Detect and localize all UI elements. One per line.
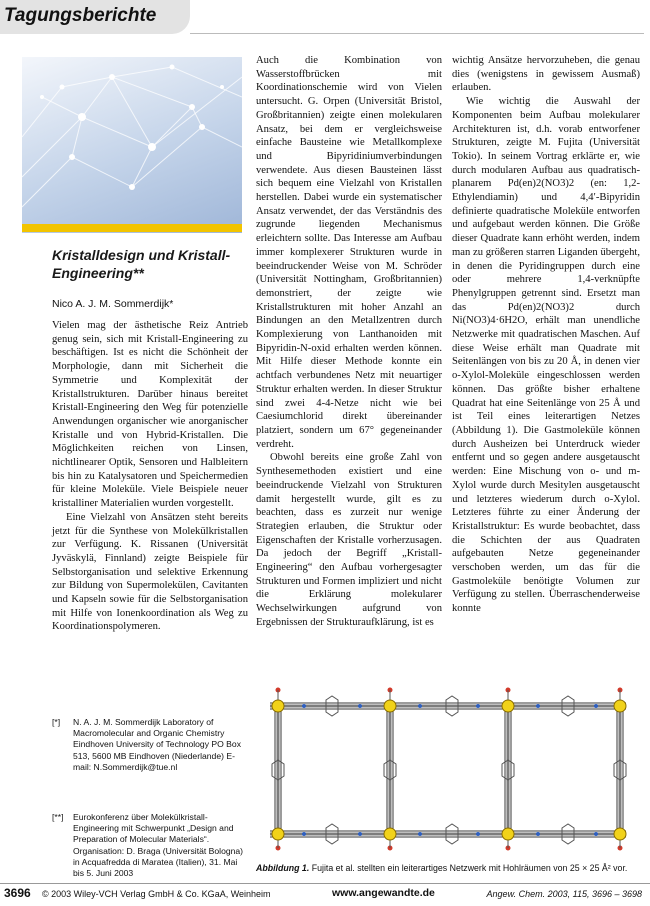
- figure-caption: [256, 863, 640, 874]
- figure-caption-text: Fujita et al. stellten ein leiterartiges Netzwerk mit Hohlräumen von 25 × 25 Å² vor.: [311, 863, 628, 873]
- header-rule: [190, 33, 644, 34]
- text-column-2: [256, 54, 442, 630]
- figure-ladder-network: [256, 676, 640, 856]
- article-author: Nico A. J. M. Sommerdijk*: [52, 298, 174, 310]
- page-header: [0, 0, 650, 40]
- footnote-mark: [**]: [52, 812, 64, 822]
- paragraph: Vielen mag der ästhetische Reiz Antrieb genug sein, sich mit Kristall-Engineering zu beschäftigen. Ist es nicht die Schönheit der Morphologie, dann mit Sicherheit die Symmetrie und Komplexität der Kristallstrukturen. Darüber hinaus bereitet Kristall-Engineering den Weg für potenzielle Anwendungen organischer wie anorganischer Kristalle und von Hybrid-Kristallen. Die Möglichkeiten reichen von Linsen, nichtlinearer Optik, Sensoren und Halbleitern bis hin zu Katalysatoren und Speichermedien für kleine Moleküle. Viele Beispiele neuer kristalliner Materialien wurden vorgestellt.: [52, 320, 248, 510]
- text-column-3: [452, 54, 640, 616]
- paragraph: Wie wichtig die Auswahl der Komponenten beim Aufbau molekularer Architekturen ist, d.h. vorab entworfener Strukturen, zeigte M. Fujita (Universität Tokio). In seinem Vortrag erklärte er, wie durch modularen Aufbau aus quadratisch-planarem Pd(en)2(NO3)2 (en: 1,2-Ethylendiamin) und 4,4′-Bipyridin definierte quadratische Moleküle entworfen und aufgebaut werden können. Die Größe dieser Quadrate kann erhöht werden, indem man zu größeren starren Liganden übergeht, in denen die Pyridingruppen durch eine oder mehrere 1,4-verknüpfte Phenylgruppen getrennt sind. Ersetzt man das Pd(en)2(NO3)2 durch Ni(NO3)4·6H2O, erhält man unendliche Netzwerke mit quadratischen Maschen. Auf diese Weise erhält man Quadrate mit Seitenlängen von bis zu 20 Å, in denen vier o-Xylol-Moleküle eingeschlossen werden können. Das größte bisher erhaltene Quadrat hat eine Seitenlänge von 25 Å und ist Teil eines leiterartigen Netzes (Abbildung 1). Die Gastmoleküle können durch Ausheizen bei Unterdruck wieder entfernt und so gegen andere ausgetauscht werden: Eine Mischung von o- und m-Xylol wurde durch Mesitylen ausgetauscht und letzteres wiederum durch o-Xylol. Letzteres führte zu einer Änderung der Kristallstruktur: Es wurde beobachtet, dass die Schichten der aus Quadraten aufgebauten Netze gegeneinander verschoben werden, um das für die Gastmoleküle benötigte Volumen zur Verfügung zu stellen. Überraschenderweise konnte: [452, 96, 640, 615]
- paragraph: Obwohl bereits eine große Zahl von Synthesemethoden existiert und eine beeindruckende Vielzahl von Strukturen damit hergestellt wurde, gilt es zu beachten, dass es zurzeit nur wenige Strategien erlauben, die Struktur oder Eigenschaften der Kristalle vorherzusagen. Da jedoch der Begriff „Kristall-Engineering“ den Aufbau vorhergesagter Strukturen und Formen impliziert und nicht die Erklärung molekularer Wechselwirkungen aufgrund von Ergebnissen der Strukturaufklärung, ist es: [256, 452, 442, 628]
- banner-image: [22, 57, 242, 233]
- footnote-mark: [*]: [52, 717, 61, 727]
- copyright: © 2003 Wiley-VCH Verlag GmbH & Co. KGaA, Weinheim: [42, 889, 271, 899]
- accent-bar: [22, 224, 242, 232]
- journal-website: www.angewandte.de: [332, 887, 435, 899]
- footnote-text: Eurokonferenz über Molekülkristall-Engineering mit Schwerpunkt „Design and Preparation of Molecular Materials“. Organisation: D. Braga (Universität Bologna) in Acquafredda di Maratea (Italien), 31. Mai bis 5. Juni 2003: [73, 812, 244, 879]
- footnote-text: N. A. J. M. Sommerdijk Laboratory of Macromolecular and Organic Chemistry Eindhoven University of Technology PO Box 513, 5600 MB Eindhoven (Niederlande) E-mail: N.Sommerdijk@tue.nl: [73, 717, 241, 772]
- page-number: 3696: [4, 886, 31, 900]
- section-title: Tagungsberichte: [4, 5, 157, 26]
- text-column-1: [52, 319, 248, 634]
- journal-citation: Angew. Chem. 2003, 115, 3696 – 3698: [486, 889, 642, 899]
- paragraph: Auch die Kombination von Wasserstoffbrücken mit Koordinationschemie wird von Vielen untersucht. G. Orpen (Universität Bristol, Großbritannien) zeigte einen molekularen Ansatz, bei dem er vergleichsweise einfache Bausteine wie Metallkomplexe und Bipyridiniumverbindungen verwendete. Aus diesen Bausteinen lässt sich bequem eine Vielzahl von Kristallen herstellen. Dabei wurde ein systematischer Ansatz verwendet, der das Verständnis des zugrunde liegenden Mechanismus erleichtern sollte. Das Interesse am Aufbau immer komplexerer Strukturen wurde in beeindruckender Weise von M. Schröder (Universität Nottingham, Großbritannien) demonstriert, der zeigte wie Kristallstrukturen mit hoher Anzahl an Bindungen an den Metallzentren durch Komplexierung von Lanthanoiden mit Bipyridin-N-oxid erhalten werden können. Mit Hilfe dieser Methode konnte ein achtfach verbundenes Netz mit neuartiger Struktur erhalten werden. In dieser Struktur sind zwei 4-4-Netze nicht wie bei Caesiumchlorid direkt übereinander platziert, sondern um 67° gegeneinander verdreht.: [256, 55, 442, 450]
- footnote-author: [52, 717, 248, 773]
- paragraph: Eine Vielzahl von Ansätzen steht bereits jetzt für die Synthese von Molekülkristallen zur Verfügung. K. Rissanen (Universität Jyväskylä, Finnland) zeigte Beispiele für Selbstorganisation und selektive Erkennung zur Bildung von Supermolekülen, Cavitanten und Kapseln sowie für die Selbstorganisation mit Hilfe von Ionenkoordination als Weg zu Koordinationspolymeren.: [52, 511, 248, 633]
- footer-rule: [0, 883, 650, 884]
- figure-label: Abbildung 1.: [256, 863, 310, 873]
- article-title: Kristalldesign und Kristall-Engineering**: [52, 247, 231, 281]
- paragraph: wichtig Ansätze hervorzuheben, die genau dies (wenigstens in gewissem Ausmaß) erlauben.: [452, 55, 640, 94]
- footnote-conference: [52, 812, 248, 879]
